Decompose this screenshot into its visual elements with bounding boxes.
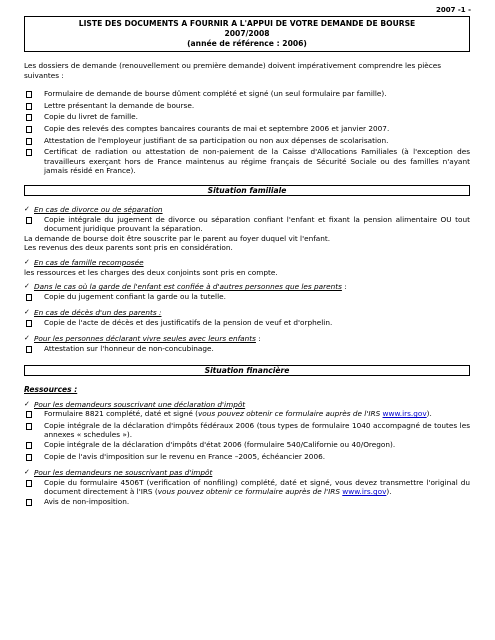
list-item: Copie des relevés des comptes bancaires courants de mai et septembre 2006 et janvier 2007. — [24, 124, 470, 136]
list-item: Attestation de l'employeur justifiant de sa participation ou non aux dépenses de scolarisation. — [24, 136, 470, 148]
list-item: Copie de l'avis d'imposition sur le revenu en France –2005, échéancier 2006. — [24, 452, 470, 464]
header-year: 2007/2008 — [224, 29, 270, 38]
list-item: Avis de non-imposition. — [24, 497, 470, 509]
checkbox-square-icon — [26, 411, 32, 418]
header-reference-year: (année de référence : 2006) — [187, 39, 307, 48]
list-item: Formulaire 8821 complété, daté et signé (vous pouvez obtenir ce formulaire auprès de l'IRS www.irs.gov). — [24, 409, 470, 421]
document-page — [24, 16, 470, 509]
subsection-declaration — [24, 400, 470, 410]
subsection-recomposee — [24, 258, 470, 268]
subsection-non-declaration — [24, 468, 470, 478]
checkbox-square-icon — [26, 103, 32, 110]
check-mark-icon: ✓ — [24, 282, 30, 291]
checkbox-square-icon — [26, 91, 32, 98]
checkbox-square-icon — [26, 126, 32, 133]
check-mark-icon: ✓ — [24, 399, 30, 408]
check-mark-icon: ✓ — [24, 334, 30, 343]
page-number: 2007 -1 - — [435, 6, 471, 14]
subsection-deces — [24, 308, 470, 318]
list-item: Formulaire de demande de bourse dûment complété et signé (un seul formulaire par famille). — [24, 89, 470, 101]
list-item: Copie de l'acte de décès et des justificatifs de la pension de veuf et d'orphelin. — [24, 318, 470, 330]
subsection-heading: Pour les demandeurs ne souscrivant pas d'impôt — [34, 468, 213, 478]
divorce-note: La demande de bourse doit être souscrite par le parent au foyer duquel vit l'enfant. — [24, 233, 331, 243]
section-title-financiere: Situation financière — [24, 365, 470, 376]
checkbox-square-icon — [26, 454, 32, 461]
checkbox-square-icon — [26, 320, 32, 327]
document-header — [24, 16, 470, 52]
subsection-heading: En cas de divorce ou de séparation — [34, 204, 163, 214]
checkbox-square-icon — [26, 138, 32, 145]
check-mark-icon: ✓ — [24, 308, 30, 317]
subsection-heading: En cas de famille recomposée — [34, 257, 144, 267]
subsection-heading: En cas de décès d'un des parents : — [34, 308, 162, 318]
list-item: Copie intégrale de la déclaration d'impôts d'état 2006 (formulaire 540/Californie ou 40/Oregon). — [24, 440, 470, 452]
list-item: Copie intégrale de la déclaration d'impôts fédéraux 2006 (tous types de formulaire 1040 accompagné de toutes les annexes « schedules »). — [24, 421, 470, 440]
subsection-heading: Pour les demandeurs souscrivant une déclaration d'impôt — [34, 399, 246, 409]
list-item: Copie du jugement confiant la garde ou la tutelle. — [24, 292, 470, 304]
checkbox-square-icon — [26, 499, 32, 506]
check-mark-icon: ✓ — [24, 257, 30, 266]
checkbox-square-icon — [26, 423, 32, 430]
irs-link[interactable]: www.irs.gov — [342, 487, 387, 497]
list-item: Copie intégrale du jugement de divorce ou séparation confiant l'enfant et fixant la pension alimentaire OU tout document juridique prouvant la séparation. — [24, 215, 470, 234]
list-item: Copie du formulaire 4506T (verification of nonfiling) complété, daté et signé, vous devez transmettre l'original du document directement à l'IRS (vous pouvez obtenir ce formulaire auprès de l'IRS www.irs.gov). — [24, 478, 470, 497]
subsection-garde: ✓ Dans le cas où la garde de l'enfant est confiée à d'autres personnes que les parents : — [24, 282, 347, 292]
section-title-familiale: Situation familiale — [24, 185, 470, 196]
main-document-list — [24, 89, 470, 176]
header-title: LISTE DES DOCUMENTS A FOURNIR A L'APPUI DE VOTRE DEMANDE DE BOURSE — [78, 19, 416, 28]
subsection-divorce — [24, 205, 470, 215]
list-item: Copie du livret de famille. — [24, 112, 470, 124]
divorce-note: Les revenus des deux parents sont pris en considération. — [24, 243, 233, 253]
recomposee-note: les ressources et les charges des deux conjoints sont pris en compte. — [24, 267, 278, 277]
intro-paragraph: Les dossiers de demande (renouvellement ou première demande) doivent impérativement comprendre les pièces suivantes : — [24, 61, 442, 80]
list-item: Certificat de radiation ou attestation de non-paiement de la Caisse d'Allocations Familiales (à l'exception des travailleurs exerçant hors de France maintenus au régime français de Sécurité Sociale ou des familles n'ayant jamais résidé en France). — [24, 147, 470, 176]
ressources-heading: Ressources : — [24, 384, 78, 394]
checkbox-square-icon — [26, 217, 32, 224]
checkbox-square-icon — [26, 442, 32, 449]
checkbox-square-icon — [26, 346, 32, 353]
checkbox-square-icon — [26, 149, 32, 156]
check-mark-icon: ✓ — [24, 204, 30, 213]
checkbox-square-icon — [26, 114, 32, 121]
checkbox-square-icon — [26, 480, 32, 487]
subsection-heading: Dans le cas où la garde de l'enfant est confiée à d'autres personnes que les parents — [34, 282, 342, 292]
list-item: Attestation sur l'honneur de non-concubinage. — [24, 344, 470, 356]
subsection-heading: Pour les personnes déclarant vivre seules avec leurs enfants — [34, 334, 256, 344]
subsection-seules: ✓ Pour les personnes déclarant vivre seules avec leurs enfants : — [24, 334, 261, 344]
checkbox-square-icon — [26, 294, 32, 301]
irs-link[interactable]: www.irs.gov — [382, 409, 427, 419]
list-item: Lettre présentant la demande de bourse. — [24, 101, 470, 113]
check-mark-icon: ✓ — [24, 468, 30, 477]
